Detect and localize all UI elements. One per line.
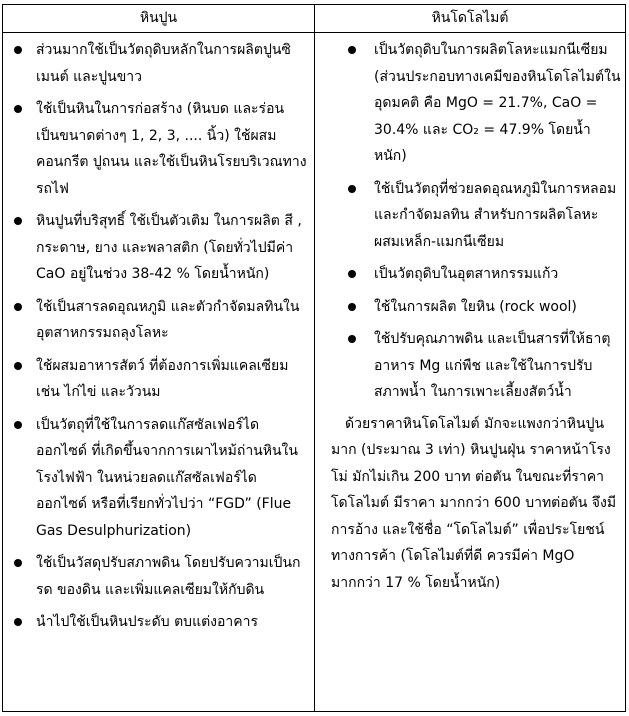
limestone-column — [3, 37, 311, 642]
list-item: ส่วนมากใช้เป็นวัตถุดิบหลักในการผลิตปูนซิเมนต์ และปูนขาว — [3, 37, 311, 90]
bullet-icon — [14, 559, 22, 567]
bullet-icon — [14, 421, 22, 429]
bullet-icon — [348, 303, 356, 311]
bullet-icon — [14, 303, 22, 311]
list-item: ใช้เป็นวัสดุปรับสภาพดิน โดยปรับความเป็นกรด ของดิน และเพิ่มแคลเซียมให้กับดิน — [3, 550, 311, 603]
bullet-icon — [14, 618, 22, 626]
bullet-icon — [348, 46, 356, 54]
price-comparison-paragraph: ด้วยราคาหินโดโลไมต์ มักจะแพงกว่าหินปูนมาก (ประมาณ 3 เท่า) หินปูนฝุ่น ราคาหน้าโรงโม่ มักไม่เกิน 200 บาท ต่อตัน ในขณะที่ราคาโดโลไมต์ มีราคา มากกว่า 600 บาทต่อตัน จึงมีการอ้าง และใช้ชื่อ “โดโลไมต์” เพื่อประโยชน์ทางการค้า (โดโลไมต์ที่ดี ควรมีค่า MgO มากกว่า 17 % โดยน้ำหนัก) — [331, 415, 617, 591]
limestone-uses-list — [3, 37, 311, 636]
list-item: เป็นวัตถุที่ใช้ในการลดแก๊สซัลเฟอร์ไดออกไซด์ ที่เกิดขึ้นจากการเผาไหม้ถ่านหินในโรงไฟฟ้า ในหน่วยลดแก๊สซัลเฟอร์ไดออกไซด์ หรือที่เรียกทั่วไปว่า “FGD” (Flue Gas Desulphurization) — [3, 412, 311, 545]
bullet-icon — [14, 105, 22, 113]
list-item: ใช้ผสมอาหารสัตว์ ที่ต้องการเพิ่มแคลเซียม เช่น ไก่ไข่ และวัวนม — [3, 353, 311, 406]
header-dolomite: หินโดโลไมต์ — [431, 10, 509, 26]
bullet-icon — [14, 46, 22, 54]
bullet-icon — [348, 270, 356, 278]
list-item: ใช้ปรับคุณภาพดิน และเป็นสารที่ให้ธาตุอาหาร Mg แก่พืช และใช้ในการปรับสภาพน้ำ ในการเพาะเลี้ยงสัตว์น้ำ — [315, 326, 623, 406]
list-item: ใช้ในการผลิต ใยหิน (rock wool) — [315, 294, 623, 321]
list-item: ใช้เป็นหินในการก่อสร้าง (หินบด และร่อนเป็นขนาดต่างๆ 1, 2, 3, .... นิ้ว) ใช้ผสมคอนกรีต ปูถนน และใช้เป็นหินโรยบริเวณทางรถไฟ — [3, 96, 311, 202]
bullet-icon — [14, 362, 22, 370]
bullet-icon — [14, 217, 22, 225]
list-item: ใช้เป็นสารลดอุณหภูมิ และตัวกำจัดมลทินในอุตสาหกรรมถลุงโลหะ — [3, 294, 311, 347]
bullet-icon — [348, 185, 356, 193]
list-item: หินปูนที่บริสุทธิ์ ใช้เป็นตัวเติม ในการผลิต สี , กระดาษ, ยาง และพลาสติก (โดยทั่วไปมีค่า CaO อยู่ในช่วง 38-42 % โดยน้ำหนัก) — [3, 208, 311, 288]
dolomite-uses-list — [315, 37, 623, 406]
list-item: เป็นวัตถุดิบในการผลิตโลหะแมกนีเซียม (ส่วนประกอบทางเคมีของหินโดโลไมต์ในอุดมคติ คือ MgO = 21.7%, CaO = 30.4% และ CO₂ = 47.9% โดยน้ำหนัก) — [315, 37, 623, 170]
bullet-icon — [348, 335, 356, 343]
header-limestone: หินปูน — [139, 10, 178, 26]
dolomite-column — [315, 37, 623, 610]
comparison-table — [2, 4, 626, 712]
list-item: เป็นวัตถุดิบในอุตสาหกรรมแก้ว — [315, 261, 623, 288]
list-item: นำไปใช้เป็นหินประดับ ตบแต่งอาคาร — [3, 609, 311, 636]
list-item: ใช้เป็นวัตถุที่ช่วยลดอุณหภูมิในการหลอม และกำจัดมลทิน สำหรับการผลิตโลหะผสมเหล็ก-แมกนีเซียม — [315, 176, 623, 256]
header-divider — [3, 32, 625, 33]
